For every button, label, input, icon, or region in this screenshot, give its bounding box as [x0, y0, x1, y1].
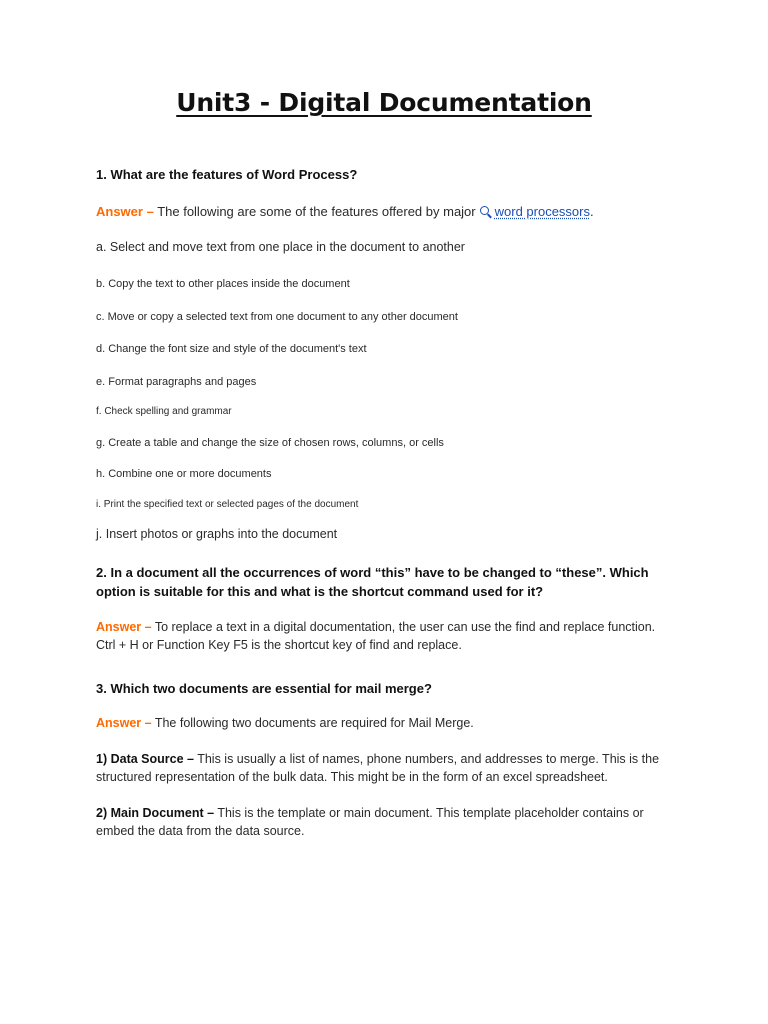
- point-label: 2) Main Document –: [96, 806, 215, 820]
- feature-item-d: d. Change the font size and style of the document's text: [96, 343, 367, 355]
- feature-item-i: i. Print the specified text or selected pages of the document: [96, 499, 359, 510]
- page-title: Unit3 - Digital Documentation: [176, 88, 592, 117]
- point-text: This is usually a list of names, phone numbers, and addresses to merge. This is the: [193, 752, 660, 766]
- feature-item-j: j. Insert photos or graphs into the document: [96, 527, 338, 541]
- question-2-line-2: option is suitable for this and what is the shortcut command used for it?: [96, 584, 544, 599]
- word-processors-link[interactable]: word processors: [494, 204, 590, 219]
- question-3: 3. Which two documents are essential for mail merge?: [96, 681, 432, 696]
- question-2-line-1: 2. In a document all the occurrences of word “this” have to be changed to “these”. Which: [96, 565, 649, 580]
- answer-label: Answer –: [96, 204, 154, 219]
- feature-item-e: e. Format paragraphs and pages: [96, 376, 257, 388]
- answer-text: The following are some of the features offered by major: [153, 204, 476, 219]
- mail-merge-point-2-line-1: [96, 806, 644, 820]
- feature-item-b: b. Copy the text to other places inside the document: [96, 278, 350, 290]
- answer-1: [96, 204, 594, 219]
- point-text: This is the template or main document. This template placeholder contains or: [214, 806, 644, 820]
- question-1: 1. What are the features of Word Process?: [96, 167, 358, 182]
- answer-text: To replace a text in a digital documentation, the user can use the find and replace function.: [151, 620, 656, 634]
- answer-label: Answer –: [96, 620, 152, 634]
- feature-item-c: c. Move or copy a selected text from one document to any other document: [96, 311, 458, 323]
- answer-text: The following two documents are required for Mail Merge.: [151, 716, 474, 730]
- feature-item-a: a. Select and move text from one place in the document to another: [96, 240, 465, 254]
- feature-item-h: h. Combine one or more documents: [96, 468, 272, 480]
- mail-merge-point-2-line-2: embed the data from the data source.: [96, 824, 305, 838]
- mail-merge-point-1-line-2: structured representation of the bulk data. This might be in the form of an excel spreadsheet.: [96, 770, 608, 784]
- feature-item-f: f. Check spelling and grammar: [96, 406, 232, 417]
- answer-end: .: [590, 204, 594, 219]
- feature-item-g: g. Create a table and change the size of chosen rows, columns, or cells: [96, 437, 444, 449]
- mail-merge-point-1-line-1: [96, 752, 659, 766]
- answer-2-line-2: Ctrl + H or Function Key F5 is the shortcut key of find and replace.: [96, 638, 462, 652]
- point-label: 1) Data Source –: [96, 752, 194, 766]
- search-icon[interactable]: [480, 206, 489, 215]
- answer-label: Answer –: [96, 716, 152, 730]
- answer-2-line-1: [96, 620, 655, 634]
- answer-3: [96, 716, 474, 730]
